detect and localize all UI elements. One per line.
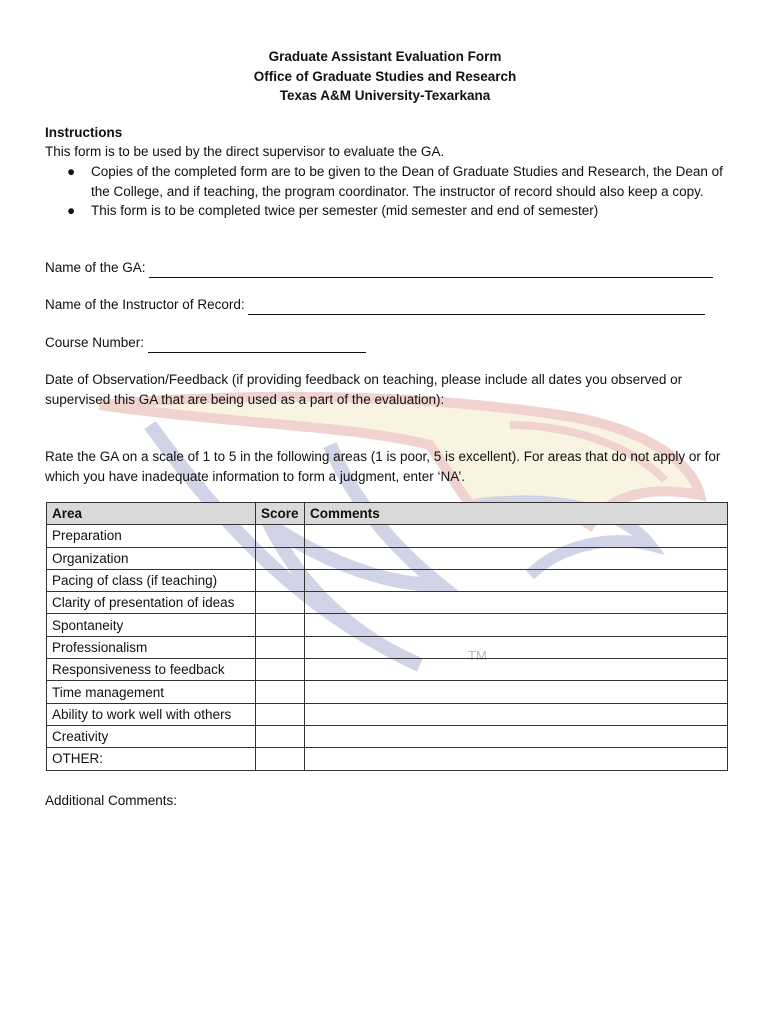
bullet-text: Copies of the completed form are to be given to the Dean of Graduate Studies and Research, the Dean of the College, and if teaching, the program coordinator. The instructor of record should also keep a copy. <box>91 164 723 199</box>
course-input[interactable] <box>148 337 366 353</box>
table-row <box>47 592 728 614</box>
score-cell[interactable] <box>256 748 305 770</box>
score-cell[interactable] <box>256 569 305 591</box>
comments-cell[interactable] <box>305 725 728 747</box>
form-title: Graduate Assistant Evaluation Form <box>268 49 502 64</box>
score-cell[interactable] <box>256 592 305 614</box>
comments-column-header: Comments <box>305 503 728 525</box>
score-cell[interactable] <box>256 614 305 636</box>
score-column-header: Score <box>256 503 305 525</box>
comments-cell[interactable] <box>305 659 728 681</box>
comments-cell[interactable] <box>305 525 728 547</box>
bullet-dot-icon: ● <box>67 164 76 179</box>
area-cell: Professionalism <box>47 636 256 658</box>
instructor-label: Name of the Instructor of Record: <box>45 297 245 312</box>
rating-instructions: Rate the GA on a scale of 1 to 5 in the following areas (1 is poor, 5 is excellent). For areas that do not apply or for which you have inadequate information to form a judgment, enter ‘NA’. <box>45 449 721 484</box>
score-cell[interactable] <box>256 547 305 569</box>
form-header <box>0 47 770 106</box>
area-cell: Creativity <box>47 725 256 747</box>
area-cell: OTHER: <box>47 748 256 770</box>
area-column-header: Area <box>47 503 256 525</box>
table-header-row <box>47 503 728 525</box>
comments-cell[interactable] <box>305 636 728 658</box>
instructor-input[interactable] <box>248 299 705 315</box>
table-row <box>47 547 728 569</box>
area-cell: Organization <box>47 547 256 569</box>
area-cell: Spontaneity <box>47 614 256 636</box>
course-label: Course Number: <box>45 335 145 350</box>
ga-name-input[interactable] <box>149 262 713 278</box>
area-cell: Clarity of presentation of ideas <box>47 592 256 614</box>
additional-comments-label: Additional Comments: <box>45 793 178 808</box>
table-row <box>47 614 728 636</box>
score-cell[interactable] <box>256 525 305 547</box>
comments-cell[interactable] <box>305 547 728 569</box>
table-row <box>47 569 728 591</box>
area-cell: Time management <box>47 681 256 703</box>
ga-name-label: Name of the GA: <box>45 260 146 275</box>
instructor-field <box>45 295 705 315</box>
score-cell[interactable] <box>256 725 305 747</box>
table-row <box>47 659 728 681</box>
list-item <box>67 201 727 221</box>
bullet-dot-icon: ● <box>67 203 76 218</box>
area-cell: Responsiveness to feedback <box>47 659 256 681</box>
comments-cell[interactable] <box>305 592 728 614</box>
comments-cell[interactable] <box>305 703 728 725</box>
list-item <box>67 162 727 201</box>
area-cell: Ability to work well with others <box>47 703 256 725</box>
course-field <box>45 333 366 353</box>
trademark-mark: TM <box>468 648 487 663</box>
instructions-heading: Instructions <box>45 125 123 140</box>
date-field-label: Date of Observation/Feedback (if providing feedback on teaching, please include all dates you observed or supervised this GA that are being used as a part of the evaluation): <box>45 372 683 407</box>
score-cell[interactable] <box>256 659 305 681</box>
area-cell: Pacing of class (if teaching) <box>47 569 256 591</box>
rating-table <box>46 502 728 771</box>
table-row <box>47 748 728 770</box>
table-row <box>47 681 728 703</box>
table-row <box>47 703 728 725</box>
comments-cell[interactable] <box>305 681 728 703</box>
score-cell[interactable] <box>256 681 305 703</box>
score-cell[interactable] <box>256 636 305 658</box>
comments-cell[interactable] <box>305 748 728 770</box>
table-row <box>47 636 728 658</box>
area-cell: Preparation <box>47 525 256 547</box>
instructions-list <box>67 162 727 221</box>
instructions-intro: This form is to be used by the direct supervisor to evaluate the GA. <box>45 144 445 159</box>
score-cell[interactable] <box>256 703 305 725</box>
office-name: Office of Graduate Studies and Research <box>253 68 517 84</box>
table-row <box>47 525 728 547</box>
ga-name-field <box>45 258 713 278</box>
comments-cell[interactable] <box>305 569 728 591</box>
university-name: Texas A&M University-Texarkana <box>279 88 491 103</box>
bullet-text: This form is to be completed twice per semester (mid semester and end of semester) <box>91 203 599 218</box>
comments-cell[interactable] <box>305 614 728 636</box>
table-row <box>47 725 728 747</box>
